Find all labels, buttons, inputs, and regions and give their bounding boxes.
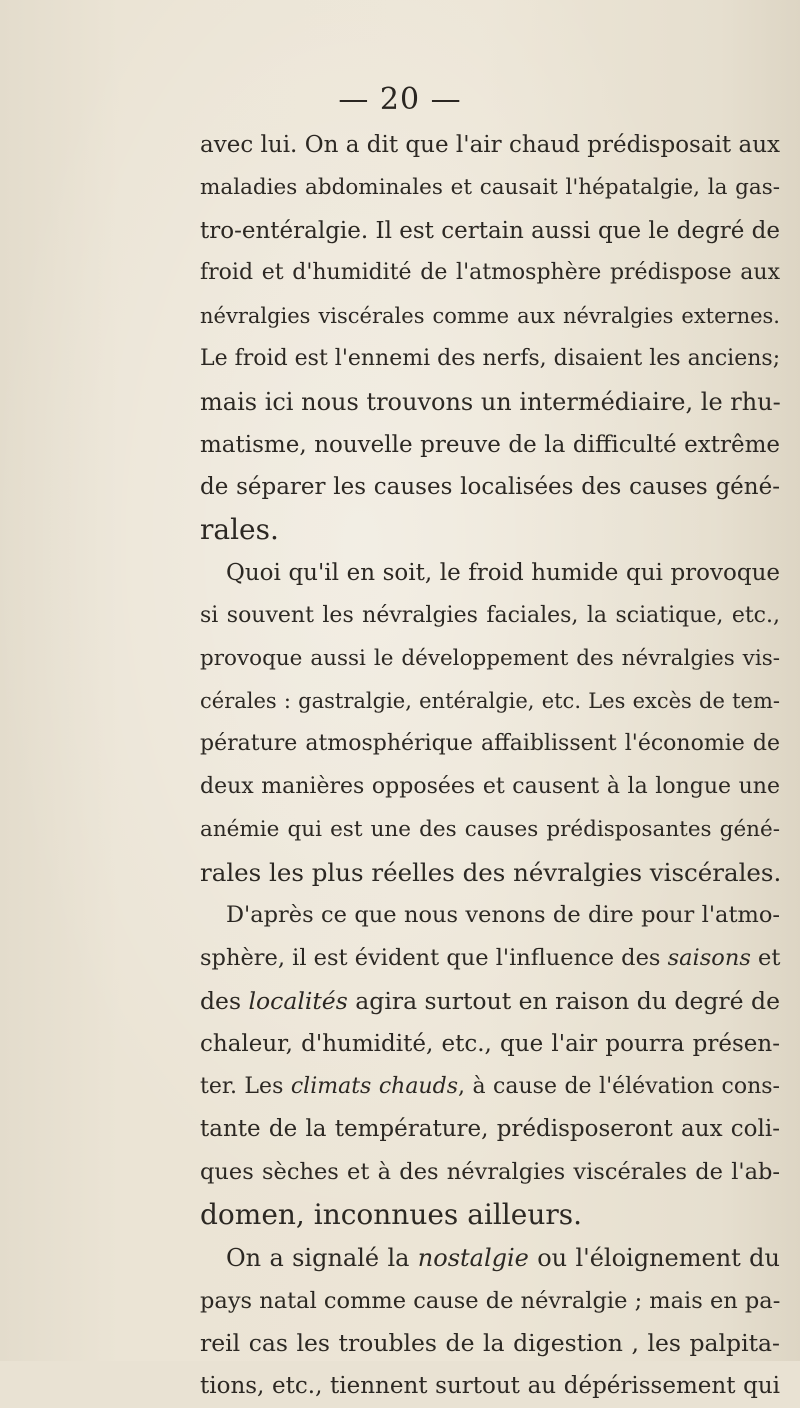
- text-run: des: [200, 986, 249, 1015]
- text-line: anémie qui est une des causes prédisposantes géné-: [200, 816, 780, 842]
- text-line: matisme, nouvelle preuve de la difficulté extrême: [200, 431, 780, 458]
- text-line: tions, etc., tiennent surtout au dépérissement qui: [200, 1373, 780, 1400]
- italic-term: saisons: [667, 945, 751, 972]
- text-run: ou l'éloignement du: [528, 1243, 780, 1272]
- text-line: maladies abdominales et causait l'hépatalgie, la gas-: [200, 174, 780, 200]
- text-line: deux manières opposées et causent à la longue une: [200, 773, 780, 799]
- text-line: pérature atmosphérique affaiblissent l'économie de: [200, 731, 780, 757]
- italic-term: localités: [248, 986, 348, 1015]
- text-line: de séparer les causes localisées des causes géné-: [200, 474, 780, 501]
- text-line: cérales : gastralgie, entéralgie, etc. Les excès de tem-: [200, 689, 780, 714]
- page-number: — 20 —: [338, 82, 462, 117]
- text-line: ques sèches et à des névralgies viscérales de l'ab-: [200, 1159, 780, 1186]
- paragraph-first-line: [200, 1237, 780, 1280]
- text-line: Le froid est l'ennemi des nerfs, disaient les anciens;: [200, 345, 781, 371]
- text-run: et: [750, 945, 781, 972]
- text-run: agira surtout en raison du degré de: [347, 986, 780, 1015]
- text-run: ter. Les: [200, 1073, 291, 1099]
- text-line: rales.: [200, 513, 279, 547]
- text-line: névralgies viscérales comme aux névralgies externes.: [200, 304, 780, 329]
- text-line: tro-entéralgie. Il est certain aussi que le degré de: [200, 217, 780, 244]
- text-line: rales les plus réelles des névralgies viscérales.: [200, 857, 782, 887]
- text-line: [200, 980, 780, 1023]
- text-line: pays natal comme cause de névralgie ; mais en pa-: [200, 1287, 781, 1314]
- text-line: chaleur, d'humidité, etc., que l'air pourra présen-: [200, 1030, 780, 1057]
- text-line: provoque aussi le développement des névralgies vis-: [200, 645, 780, 671]
- text-line: si souvent les névralgies faciales, la sciatique, etc.,: [200, 602, 780, 628]
- text-line: [200, 937, 780, 980]
- text-line: mais ici nous trouvons un intermédiaire, le rhu-: [200, 387, 781, 416]
- text-line: [200, 1066, 780, 1109]
- paragraph-first-line: Quoi qu'il en soit, le froid humide qui provoque: [226, 559, 780, 586]
- text-line: domen, inconnues ailleurs.: [200, 1197, 583, 1231]
- italic-term: nostalgie: [417, 1243, 529, 1272]
- text-line: froid et d'humidité de l'atmosphère prédispose aux: [200, 260, 780, 286]
- text-run: sphère, il est évident que l'influence des: [200, 945, 668, 972]
- paragraph-first-line: D'après ce que nous venons de dire pour l'atmo-: [226, 902, 780, 929]
- text-line: avec lui. On a dit que l'air chaud prédisposait aux: [200, 132, 780, 158]
- text-line: tante de la température, prédisposeront aux coli-: [200, 1116, 780, 1143]
- text-line: reil cas les troubles de la digestion , les palpita-: [200, 1329, 780, 1358]
- body-text: [200, 124, 780, 1408]
- text-run: On a signalé la: [226, 1243, 418, 1272]
- text-run: , à cause de l'élévation cons-: [457, 1073, 780, 1099]
- italic-term: climats chauds: [290, 1073, 458, 1099]
